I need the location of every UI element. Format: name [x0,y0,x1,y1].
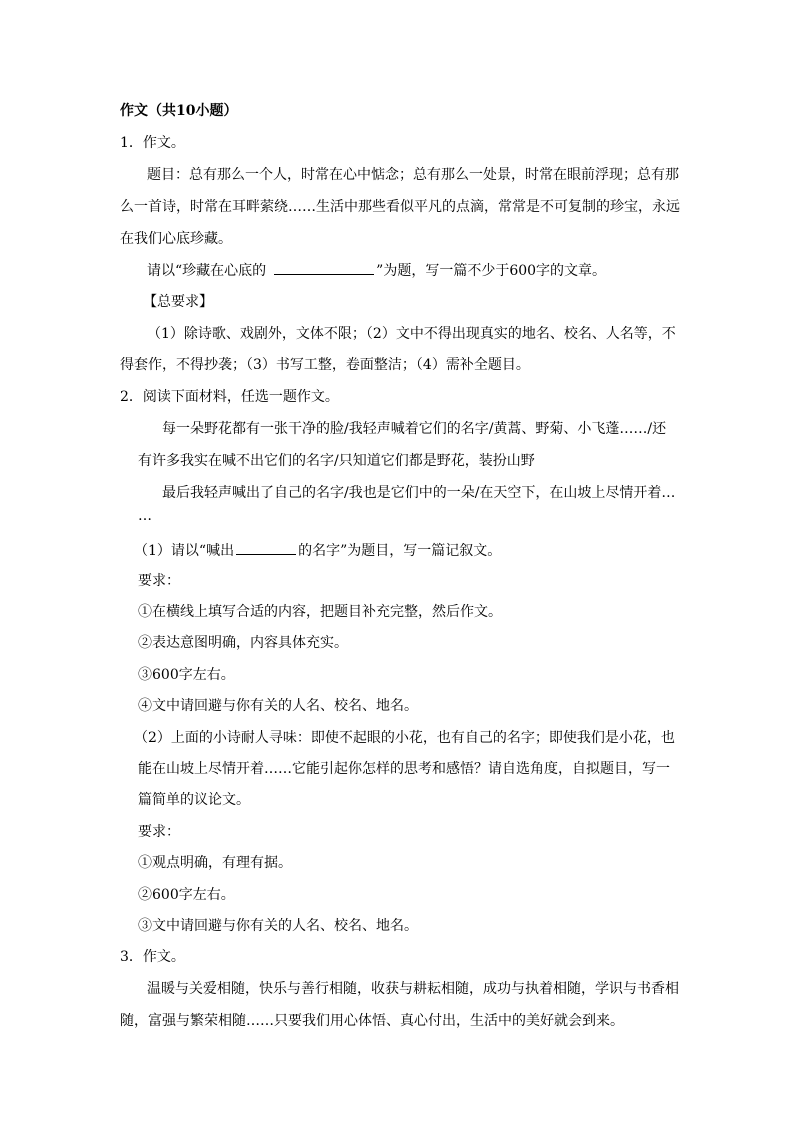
q2-poem-line2: 有许多我实在喊不出它们的名字/只知道它们都是野花，装扮山野 [138,453,535,469]
q1-req-line1: （1）除诗歌、戏剧外，文体不限；（2）文中不得出现真实的地名、校名、人名等，不 [147,326,676,342]
q3-line2: 随，富强与繁荣相随……只要我们用心体悟、真心付出，生活中的美好就会到来。 [120,1013,624,1029]
q3-number: 3．作文。 [120,949,185,965]
q2-opt2-req-1: ①观点明确，有理有据。 [138,855,292,871]
q1-prompt-line1: 题目：总有那么一个人，时常在心中惦念；总有那么一处景，时常在眼前浮现；总有那 [147,167,679,183]
q2-opt2-req-label: 要求： [138,824,180,840]
q2-opt2-req-2: ②600字左右。 [138,887,235,903]
q1-title-post: ”为题，写一篇不少于600字的文章。 [376,263,607,279]
q2-opt2-req-3: ③文中请回避与你有关的人名、校名、地名。 [138,918,418,934]
q1-req-line2: 得套作，不得抄袭；（3）书写工整，卷面整洁；（4）需补全题目。 [120,357,530,373]
q2-opt2-line2: 能在山坡上尽情开着……它能引起你怎样的思考和感悟？请自选角度，自拟题目，写一 [138,761,670,777]
section-title: 作文（共10小题） [120,103,238,119]
q1-title-blank [274,260,374,275]
q2-opt1-req-1: ①在横线上填写合适的内容，把题目补充完整，然后作文。 [138,604,502,620]
q2-number: 2．阅读下面材料，任选一题作文。 [120,389,339,405]
q1-prompt-line2: 么一首诗，时常在耳畔萦绕……生活中那些看似平凡的点滴，常常是不可复制的珍宝，永远 [120,199,680,215]
q1-req-heading: 【总要求】 [143,294,213,310]
q1-prompt-line3: 在我们心底珍藏。 [120,231,232,247]
q2-opt2-line1: （2）上面的小诗耐人寻味：即使不起眼的小花，也有自己的名字；即使我们是小花，也 [134,730,675,746]
q2-poem-line4: … [138,508,152,524]
q2-poem-line1: 每一朵野花都有一张干净的脸/我轻声喊着它们的名字/黄蒿、野菊、小飞蓬……/还 [162,421,667,437]
q2-opt2-line3: 篇简单的议论文。 [138,792,250,808]
q2-opt1-req-label: 要求： [138,573,180,589]
q3-line1: 温暖与关爱相随，快乐与善行相随，收获与耕耘相随，成功与执着相随，学识与书香相 [147,981,679,997]
q2-opt1-blank [236,540,296,555]
q2-opt1-req-3: ③600字左右。 [138,667,235,683]
q1-title-pre: 请以“珍藏在心底的 [147,263,267,279]
q2-opt1-post: 的名字”为题目，写一篇记叙文。 [298,543,502,559]
q2-opt1-pre: （1）请以“喊出 [134,543,235,559]
q2-opt1-req-2: ②表达意图明确，内容具体充实。 [138,635,348,651]
q1-title-instruction [147,260,606,281]
q2-opt1-req-4: ④文中请回避与你有关的人名、校名、地名。 [138,698,418,714]
q1-number: 1．作文。 [120,135,185,151]
q2-opt1-prompt [134,540,501,561]
q2-poem-line3: 最后我轻声喊出了自己的名字/我也是它们中的一朵/在天空下，在山坡上尽情开着… [162,485,676,501]
